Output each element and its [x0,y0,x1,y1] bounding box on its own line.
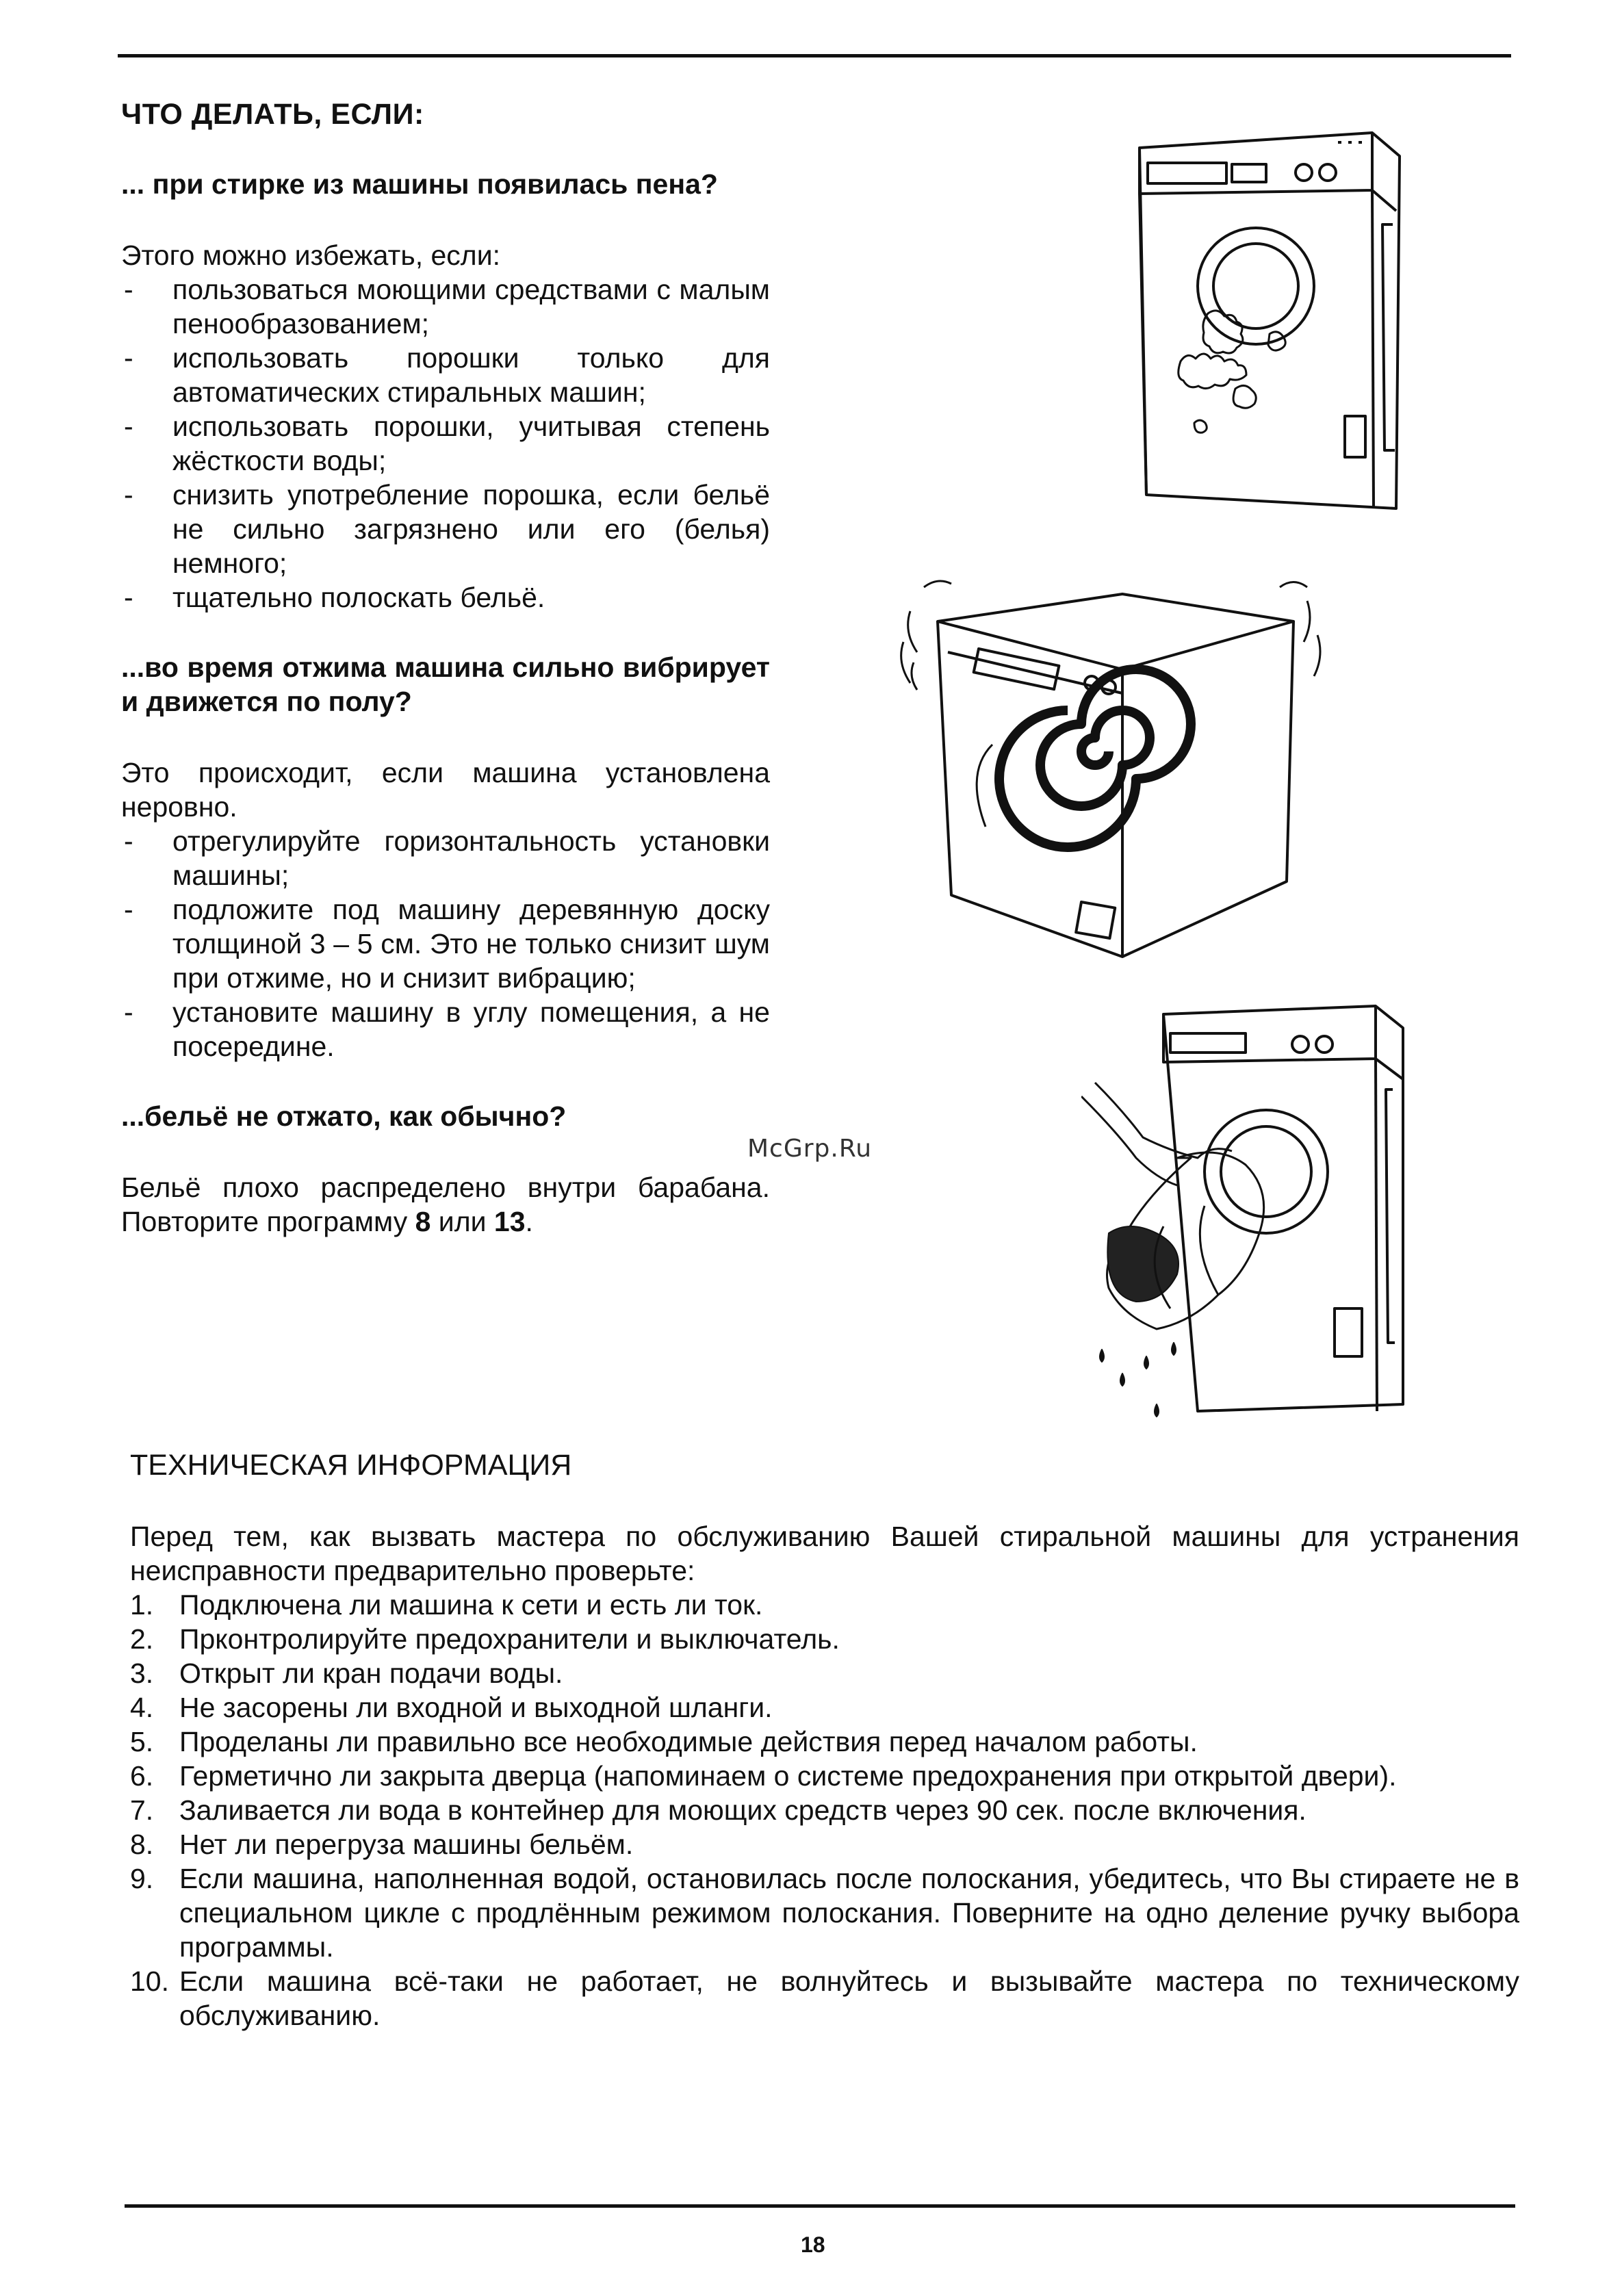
wet-laundry-illustration [1081,1001,1478,1432]
program-number: 13 [493,1206,526,1237]
list-item: - отрегулируйте горизонтальность установки машины; [121,824,770,892]
bottom-rule [125,2204,1515,2208]
vibration-question: ...во время отжима машина сильно вибрирует и движется по полу? [121,652,770,717]
list-item: - использовать порошки, учитывая степень жёсткости воды; [121,409,770,478]
vibration-illustration [897,573,1335,970]
technical-heading: ТЕХНИЧЕСКАЯ ИНФОРМАЦИЯ [130,1449,572,1482]
spin-answer-text: Бельё плохо распределено внутри барабана. Повторите программу [121,1172,770,1237]
list-item [130,1827,1519,1861]
list-item [130,1725,1519,1759]
spin-answer-or: или [430,1206,494,1237]
list-item [130,1588,1519,1622]
item-text: Если машина, наполненная водой, остановилась после полоскания, убедитесь, что Вы стираете не в специальном цикле с продлённым режимом полоскания. Поверните на одно деление ручку выбора программы. [179,1863,1519,1963]
list-item [130,1622,1519,1656]
top-rule [118,54,1511,57]
list-item: - подложите под машину деревянную доску толщиной 3 – 5 см. Это не только снизит шум при отжиме, но и снизит вибрацию; [121,892,770,995]
item-text: Подключена ли машина к сети и есть ли ток. [179,1589,763,1621]
item-number: 10. [130,1965,169,1997]
list-item: - использовать порошки только для автоматических стиральных машин; [121,341,770,409]
item-number: 3. [130,1657,154,1689]
spin-question: ...бельё не отжато, как обычно? [121,1100,567,1132]
list-item [130,1793,1519,1827]
page-number: 18 [801,2232,825,2257]
item-number: 4. [130,1692,154,1723]
troubleshoot-heading: ЧТО ДЕЛАТЬ, ЕСЛИ: [121,98,424,131]
list-item: - установите машину в углу помещения, а не посередине. [121,995,770,1063]
list-item: - тщательно полоскать бельё. [121,580,770,615]
item-number: 1. [130,1589,154,1621]
troubleshooting-section [121,97,770,1239]
vibration-intro: Это происходит, если машина установлена неровно. [121,757,770,823]
item-text: Нет ли перегруза машины бельём. [179,1829,634,1860]
technical-section [130,1448,1519,2033]
list-item [130,1759,1519,1793]
item-text: Если машина всё-таки не работает, не волнуйтесь и вызывайте мастера по техническому обслуживанию. [179,1965,1519,2031]
vibration-list [121,824,770,1063]
item-number: 5. [130,1726,154,1757]
item-text: Заливается ли вода в контейнер для моющих средств через 90 сек. после включения. [179,1794,1306,1826]
foam-list [121,272,770,615]
watermark: McGrp.Ru [747,1135,873,1163]
item-number: 2. [130,1623,154,1655]
list-item: - снизить употребление порошка, если бельё не сильно загрязнено или его (белья) немного; [121,478,770,580]
list-item [130,1964,1519,2033]
item-text: Не засорены ли входной и выходной шланги. [179,1692,773,1723]
spin-answer [121,1170,770,1239]
foam-illustration [1133,129,1475,512]
technical-checklist [130,1588,1519,2033]
item-text: Открыт ли кран подачи воды. [179,1657,563,1689]
program-number: 8 [415,1206,431,1237]
list-item [130,1861,1519,1964]
item-number: 9. [130,1863,154,1894]
item-number: 7. [130,1794,154,1826]
item-text: Герметично ли закрыта дверца (напоминаем о системе предохранения при открытой двери). [179,1760,1397,1792]
item-text: Проделаны ли правильно все необходимые действия перед началом работы. [179,1726,1198,1757]
spin-answer-end: . [525,1206,533,1237]
item-text: Прконтролируйте предохранители и выключатель. [179,1623,840,1655]
list-item [130,1656,1519,1690]
item-number: 8. [130,1829,154,1860]
foam-question: ... при стирке из машины появилась пена? [121,168,718,200]
item-number: 6. [130,1760,154,1792]
list-item [130,1690,1519,1725]
list-item: - пользоваться моющими средствами с малым пенообразованием; [121,272,770,341]
foam-intro: Этого можно избежать, если: [121,240,501,271]
technical-intro: Перед тем, как вызвать мастера по обслуживанию Вашей стиральной машины для устранения неисправности предварительно проверьте: [130,1521,1519,1586]
